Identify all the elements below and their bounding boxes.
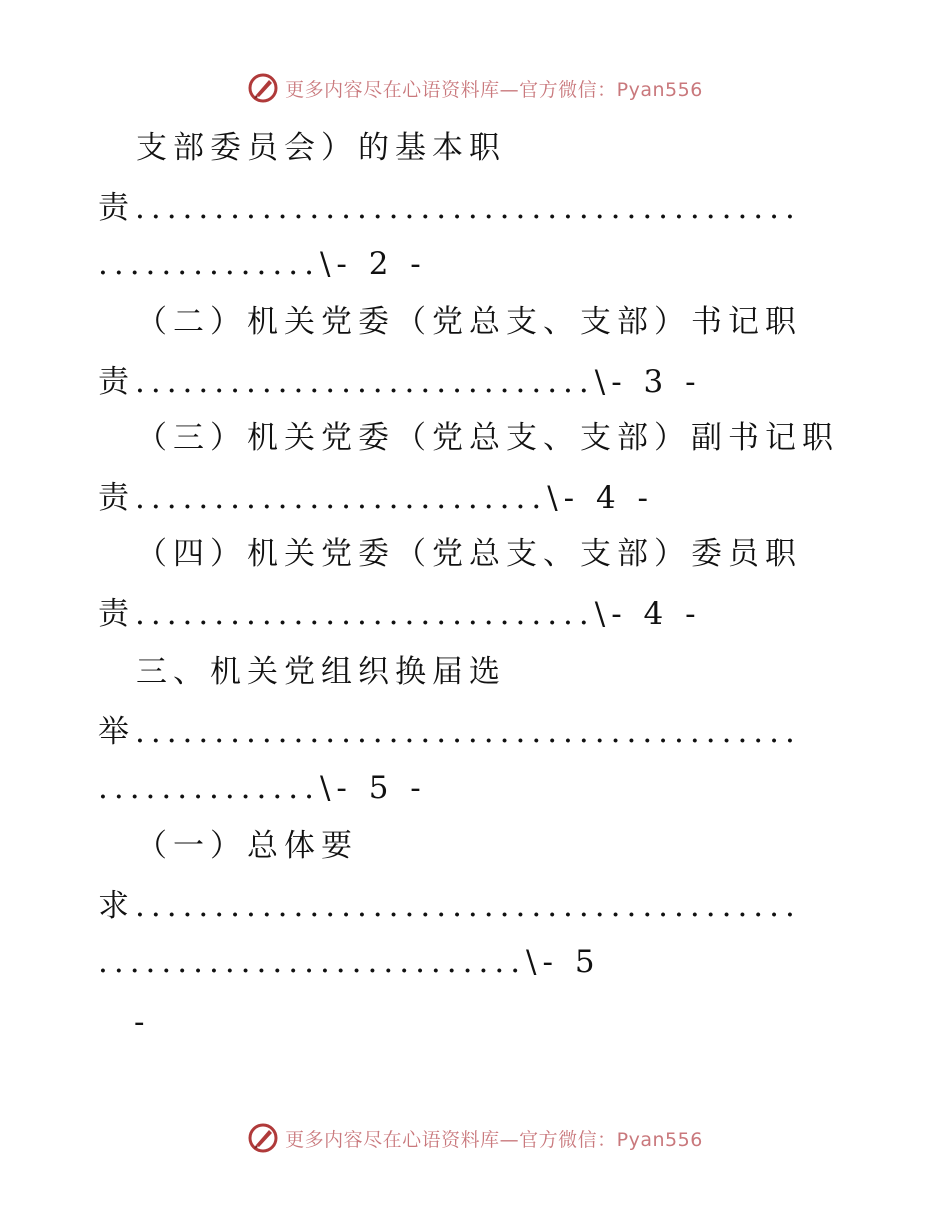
watermark-text: 更多内容尽在心语资料库—官方微信：Pyan556: [285, 1128, 703, 1151]
toc-entry-leader: 责..........................\- 4 -: [98, 480, 655, 516]
toc-entry-title: 三、机关党组织换届选: [136, 654, 506, 690]
toc-entry-title: （四）机关党委（党总支、支部）委员职: [136, 536, 802, 572]
toc-entry-leader: 责.............................\- 4 -: [98, 596, 702, 632]
toc-entry-page: ...........................\- 5: [98, 944, 601, 980]
toc-entry-leader: 责.............................\- 3 -: [98, 364, 702, 400]
toc-entry-title: （二）机关党委（党总支、支部）书记职: [136, 304, 802, 340]
footer-watermark: [0, 1122, 950, 1154]
toc-entry-leader: 求..........................................: [98, 888, 801, 924]
quill-pen-logo-icon: [247, 1122, 279, 1154]
toc-entry-leader: 举..........................................: [98, 714, 801, 750]
toc-entry-page-tail: -: [134, 1004, 151, 1040]
toc-entry-title: （三）机关党委（党总支、支部）副书记职: [136, 420, 839, 456]
toc-entry-title: 支部委员会）的基本职: [136, 130, 506, 166]
toc-entry-page: ..............\- 5 -: [98, 770, 427, 806]
watermark-text: 更多内容尽在心语资料库—官方微信：Pyan556: [285, 78, 703, 101]
toc-entry-title: （一）总体要: [136, 828, 358, 864]
toc-entry-leader: 责..........................................: [98, 190, 801, 226]
toc-entry-page: ..............\- 2 -: [98, 246, 427, 282]
